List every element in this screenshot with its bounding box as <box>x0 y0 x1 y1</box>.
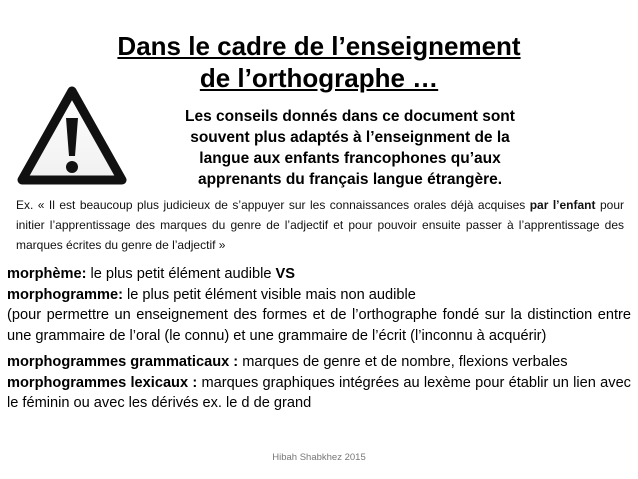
grammatical-term: morphogrammes grammaticaux : <box>7 354 239 370</box>
lexical-term: morphogrammes lexicaux : <box>7 374 198 391</box>
morpheme-definition <box>7 264 631 285</box>
warning-line: souvent plus adaptés à l’enseignment de la <box>190 129 510 146</box>
grammatical-text: marques de genre et de nombre, flexions verbales <box>238 354 568 370</box>
warning-line: langue aux enfants francophones qu’aux <box>199 150 501 167</box>
warning-line: apprenants du français langue étrangère. <box>197 171 503 188</box>
example-quote <box>16 195 624 255</box>
example-bold: par l’enfant <box>529 198 596 212</box>
lexical-text: marques graphiques intégrées au lexème pour établir un lien avec le féminin ou avec les dérivés ex. le d de grand <box>7 374 631 411</box>
example-part-2: pour initier l’apprentissage des marques du genre de l’adjectif et pour pouvoir ensuite passer à l’apprentissage des marques écrites du genre de l’adjectif » <box>16 198 624 252</box>
morpheme-text: le plus petit élément audible <box>86 266 276 282</box>
title-line-1: Dans le cadre de l’enseignement <box>117 31 521 61</box>
morphogramme-term: morphogramme: <box>7 286 123 303</box>
morphogramme-text: le plus petit élément visible mais non audible <box>122 286 416 303</box>
warning-line: Les conseils donnés dans ce document sont <box>185 108 515 125</box>
warning-message <box>128 106 572 190</box>
vs-label: VS <box>275 266 295 282</box>
slide-footer: Hibah Shabkhez 2015 <box>272 452 366 463</box>
morpheme-term: morphème: <box>7 266 87 282</box>
grammatical-definition <box>7 352 631 373</box>
morphogramme-definition <box>7 285 631 306</box>
title-line-2: de l’orthographe … <box>199 63 439 93</box>
definitions-block <box>7 264 631 414</box>
example-part-1: Ex. « Il est beaucoup plus judicieux de s’appuyer sur les connaissances orales déjà acquises <box>16 198 530 212</box>
definition-note: (pour permettre un enseignement des formes et de l’orthographe fondé sur la distinction entre une grammaire de l’oral (le connu) et une grammaire de l’écrit (l’inconnu à acquérir) <box>7 307 631 344</box>
warning-triangle-icon <box>16 84 128 188</box>
lexical-definition <box>7 373 631 414</box>
